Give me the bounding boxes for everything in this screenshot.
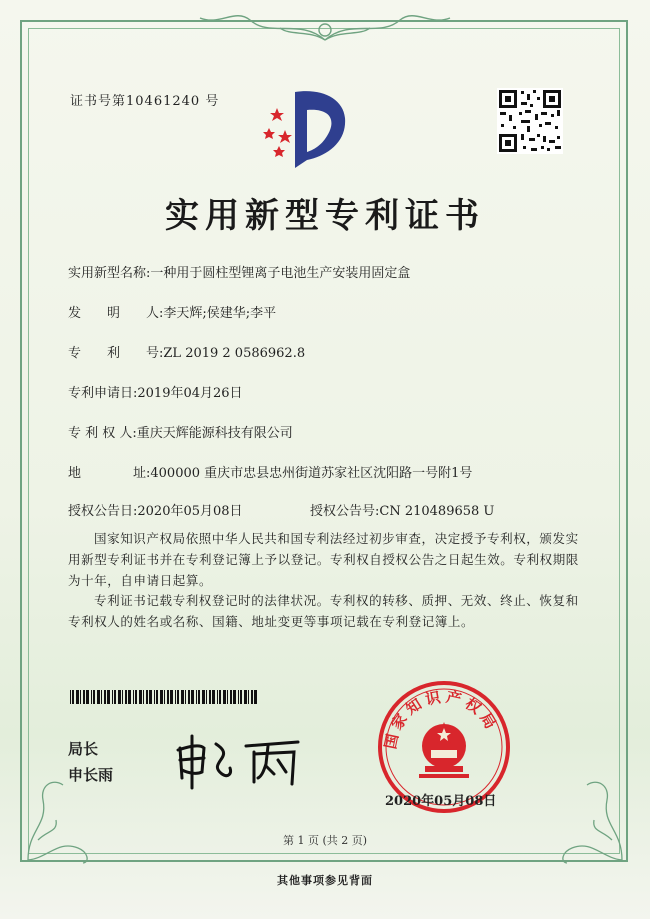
barcode-bar <box>240 690 242 704</box>
barcode-bar <box>238 690 239 704</box>
barcode-bar <box>139 690 142 704</box>
barcode-bar <box>196 690 197 704</box>
field-row-application-date <box>68 382 243 401</box>
barcode-bar <box>230 690 232 704</box>
barcode-bar <box>209 690 211 704</box>
paragraph-legal-status: 专利证书记载专利权登记时的法律状况。专利权的转移、质押、无效、终止、恢复和专利权人的姓名或名称、国籍、地址变更等事项记载在专利登记簿上。 <box>68 593 579 629</box>
barcode-bar <box>223 690 226 704</box>
barcode-bar <box>101 690 102 704</box>
barcode-bar <box>244 690 247 704</box>
field-value: 400000 重庆市忠县忠州街道苏家社区沈阳路一号附1号 <box>150 466 473 481</box>
announcement-number-label: 授权公告号: <box>310 504 380 519</box>
corner-ornament-bottom-right <box>552 770 632 865</box>
barcode-bar <box>133 690 134 704</box>
director-title: 局长 <box>68 740 99 758</box>
barcode-bar <box>156 690 158 704</box>
barcode-bar <box>135 690 137 704</box>
footer-note: 其他事项参见背面 <box>277 874 373 887</box>
barcode-bar <box>118 690 121 704</box>
field-row-patent-number <box>68 342 305 361</box>
paragraph-grant: 国家知识产权局依照中华人民共和国专利法经过初步审查，决定授予专利权，颁发实用新型专利证书并在专利登记簿上予以登记。专利权自授权公告之日起生效。专利权期限为十年，自申请日起算。 <box>68 531 579 588</box>
barcode-bar <box>181 690 184 704</box>
barcode-bar <box>91 690 92 704</box>
qr-code <box>497 88 563 154</box>
field-value: 一种用于圆柱型锂离子电池生产安装用固定盒 <box>150 266 411 281</box>
barcode-bar <box>167 690 169 704</box>
field-row-address <box>68 462 472 481</box>
announcement-date-value: 2020年05月08日 <box>137 504 243 519</box>
barcode-bar <box>80 690 81 704</box>
barcode-bar <box>202 690 205 704</box>
barcode-bar <box>254 690 257 704</box>
seal-date: 2020年05月08日 <box>385 794 497 809</box>
barcode-bar <box>212 690 215 704</box>
barcode-bar <box>97 690 100 704</box>
barcode-bar <box>219 690 221 704</box>
barcode-bar <box>248 690 249 704</box>
barcode-bar <box>83 690 85 704</box>
certificate-number-label: 证书号第 <box>70 94 127 109</box>
page-number: 第 1 页 (共 2 页) <box>282 834 368 847</box>
barcode-bar <box>122 690 123 704</box>
certificate-number-value: 10461240 <box>126 94 201 109</box>
field-row-announcement-number <box>310 500 494 519</box>
field-value: 重庆天辉能源科技有限公司 <box>136 426 293 441</box>
barcode-bar <box>217 690 218 704</box>
certificate-title: 实用新型专利证书 <box>165 196 485 236</box>
barcode-bar <box>164 690 165 704</box>
barcode-bar <box>86 690 89 704</box>
announcement-date-label: 授权公告日: <box>68 504 138 519</box>
field-row-utility-model-name <box>68 262 410 281</box>
barcode-bar <box>251 690 253 704</box>
barcode-bar <box>143 690 144 704</box>
barcode-bar <box>107 690 110 704</box>
barcode-bar <box>93 690 95 704</box>
barcode-bar <box>70 690 71 704</box>
barcode-bar <box>177 690 179 704</box>
barcode-bar <box>170 690 173 704</box>
barcode-bar <box>227 690 228 704</box>
barcode-bar <box>185 690 186 704</box>
barcode-bar <box>76 690 79 704</box>
field-row-inventors <box>68 302 276 321</box>
barcode-bar <box>175 690 176 704</box>
announcement-number-value: CN 210489658 U <box>379 504 495 519</box>
barcode-bar <box>149 690 152 704</box>
director-signature <box>170 730 310 790</box>
barcode-bar <box>146 690 148 704</box>
field-value: 2019年04月26日 <box>137 386 243 401</box>
field-value: 李天辉;侯建华;李平 <box>163 306 277 321</box>
barcode-bar <box>72 690 74 704</box>
barcode-bar <box>233 690 236 704</box>
barcode-bar <box>198 690 200 704</box>
barcode-bar <box>206 690 207 704</box>
seal-text: 国家知识产权局 <box>381 687 502 751</box>
field-label: 实用新型名称: <box>68 266 151 281</box>
barcode-bar <box>104 690 106 704</box>
field-label: 专 利 权 人: <box>68 426 137 441</box>
field-label: 发 明 人: <box>68 306 164 321</box>
certificate-number <box>70 90 219 109</box>
barcode-bar <box>112 690 113 704</box>
field-label: 地 址: <box>68 466 151 481</box>
barcode <box>70 690 260 704</box>
field-label: 专利申请日: <box>68 386 138 401</box>
patent-office-logo <box>255 80 355 172</box>
barcode-bar <box>188 690 190 704</box>
field-row-patentee <box>68 422 293 441</box>
certificate-number-suffix: 号 <box>205 94 220 109</box>
field-row-announcement-date <box>68 500 243 519</box>
field-value: ZL 2019 2 0586962.8 <box>163 346 306 361</box>
barcode-bar <box>160 690 163 704</box>
barcode-bar <box>128 690 131 704</box>
barcode-bar <box>125 690 127 704</box>
barcode-bar <box>154 690 155 704</box>
top-ornament <box>180 8 470 48</box>
field-label: 专 利 号: <box>68 346 164 361</box>
barcode-bar <box>191 690 194 704</box>
director-name: 申长雨 <box>68 766 114 784</box>
barcode-bar <box>114 690 116 704</box>
